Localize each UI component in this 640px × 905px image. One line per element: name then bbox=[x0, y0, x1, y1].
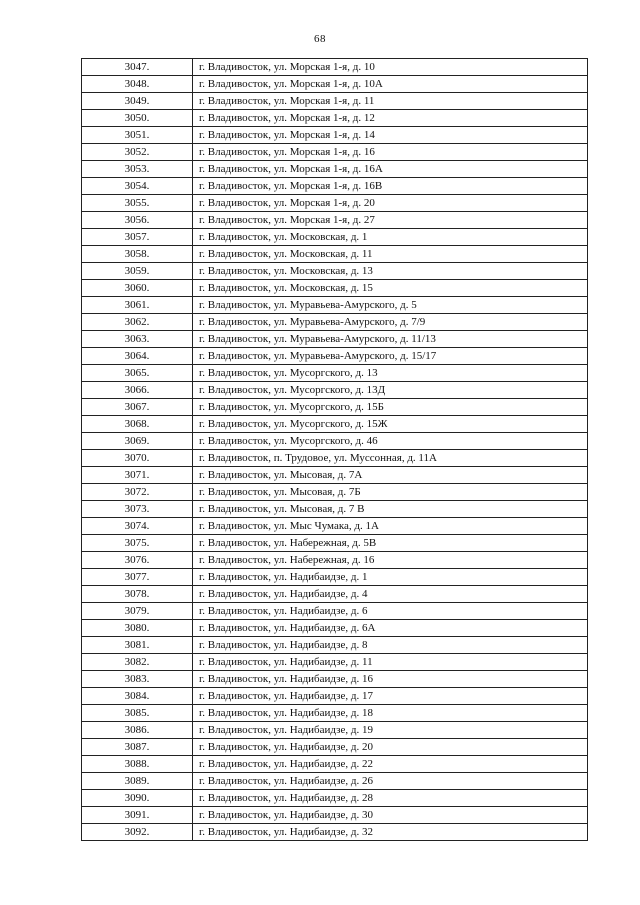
row-number: 3086. bbox=[82, 722, 193, 739]
table-row bbox=[82, 399, 588, 416]
row-address: г. Владивосток, ул. Мусоргского, д. 13Д bbox=[193, 382, 588, 399]
table-row bbox=[82, 637, 588, 654]
row-number: 3058. bbox=[82, 246, 193, 263]
row-number: 3061. bbox=[82, 297, 193, 314]
table-row bbox=[82, 59, 588, 76]
row-address: г. Владивосток, ул. Надибаидзе, д. 1 bbox=[193, 569, 588, 586]
row-number: 3063. bbox=[82, 331, 193, 348]
row-address: г. Владивосток, ул. Надибаидзе, д. 16 bbox=[193, 671, 588, 688]
row-number: 3065. bbox=[82, 365, 193, 382]
row-address: г. Владивосток, ул. Морская 1-я, д. 16 bbox=[193, 144, 588, 161]
row-address: г. Владивосток, ул. Надибаидзе, д. 28 bbox=[193, 790, 588, 807]
row-number: 3073. bbox=[82, 501, 193, 518]
row-address: г. Владивосток, ул. Морская 1-я, д. 14 bbox=[193, 127, 588, 144]
table-row bbox=[82, 195, 588, 212]
row-number: 3060. bbox=[82, 280, 193, 297]
row-number: 3092. bbox=[82, 824, 193, 841]
table-row bbox=[82, 705, 588, 722]
row-address: г. Владивосток, ул. Надибаидзе, д. 6 bbox=[193, 603, 588, 620]
row-number: 3049. bbox=[82, 93, 193, 110]
row-number: 3087. bbox=[82, 739, 193, 756]
row-address: г. Владивосток, ул. Мусоргского, д. 15Б bbox=[193, 399, 588, 416]
row-address: г. Владивосток, ул. Муравьева-Амурского, д. 11/13 bbox=[193, 331, 588, 348]
row-address: г. Владивосток, ул. Морская 1-я, д. 12 bbox=[193, 110, 588, 127]
row-address: г. Владивосток, ул. Мыс Чумака, д. 1А bbox=[193, 518, 588, 535]
row-number: 3090. bbox=[82, 790, 193, 807]
row-number: 3076. bbox=[82, 552, 193, 569]
table-row bbox=[82, 535, 588, 552]
row-number: 3083. bbox=[82, 671, 193, 688]
table-row bbox=[82, 178, 588, 195]
page-number: 68 bbox=[314, 33, 326, 45]
table-row bbox=[82, 314, 588, 331]
row-address: г. Владивосток, ул. Московская, д. 1 bbox=[193, 229, 588, 246]
table-row bbox=[82, 161, 588, 178]
row-address: г. Владивосток, ул. Муравьева-Амурского, д. 5 bbox=[193, 297, 588, 314]
table-row bbox=[82, 297, 588, 314]
table-row bbox=[82, 824, 588, 841]
row-address: г. Владивосток, ул. Мусоргского, д. 46 bbox=[193, 433, 588, 450]
row-address: г. Владивосток, п. Трудовое, ул. Муссонная, д. 11А bbox=[193, 450, 588, 467]
table-row bbox=[82, 348, 588, 365]
row-address: г. Владивосток, ул. Муравьева-Амурского, д. 7/9 bbox=[193, 314, 588, 331]
table-row bbox=[82, 365, 588, 382]
table-row bbox=[82, 450, 588, 467]
row-address: г. Владивосток, ул. Морская 1-я, д. 11 bbox=[193, 93, 588, 110]
row-number: 3067. bbox=[82, 399, 193, 416]
table-row bbox=[82, 484, 588, 501]
row-number: 3056. bbox=[82, 212, 193, 229]
table-row bbox=[82, 280, 588, 297]
table-row bbox=[82, 586, 588, 603]
row-address: г. Владивосток, ул. Надибаидзе, д. 19 bbox=[193, 722, 588, 739]
row-address: г. Владивосток, ул. Надибаидзе, д. 32 bbox=[193, 824, 588, 841]
table-row bbox=[82, 212, 588, 229]
row-number: 3084. bbox=[82, 688, 193, 705]
row-number: 3077. bbox=[82, 569, 193, 586]
row-address: г. Владивосток, ул. Надибаидзе, д. 6А bbox=[193, 620, 588, 637]
row-address: г. Владивосток, ул. Мысовая, д. 7А bbox=[193, 467, 588, 484]
row-address: г. Владивосток, ул. Надибаидзе, д. 20 bbox=[193, 739, 588, 756]
table-row bbox=[82, 110, 588, 127]
table-row bbox=[82, 807, 588, 824]
address-table bbox=[81, 58, 588, 841]
row-address: г. Владивосток, ул. Мусоргского, д. 13 bbox=[193, 365, 588, 382]
table-row bbox=[82, 382, 588, 399]
row-address: г. Владивосток, ул. Мусоргского, д. 15Ж bbox=[193, 416, 588, 433]
table-row bbox=[82, 722, 588, 739]
row-number: 3089. bbox=[82, 773, 193, 790]
table-row bbox=[82, 246, 588, 263]
row-address: г. Владивосток, ул. Московская, д. 11 bbox=[193, 246, 588, 263]
row-number: 3079. bbox=[82, 603, 193, 620]
row-number: 3074. bbox=[82, 518, 193, 535]
row-address: г. Владивосток, ул. Надибаидзе, д. 17 bbox=[193, 688, 588, 705]
table-row bbox=[82, 620, 588, 637]
row-number: 3081. bbox=[82, 637, 193, 654]
row-number: 3088. bbox=[82, 756, 193, 773]
row-number: 3048. bbox=[82, 76, 193, 93]
row-address: г. Владивосток, ул. Мысовая, д. 7 В bbox=[193, 501, 588, 518]
table-row bbox=[82, 569, 588, 586]
row-number: 3075. bbox=[82, 535, 193, 552]
table-row bbox=[82, 467, 588, 484]
row-address: г. Владивосток, ул. Надибаидзе, д. 26 bbox=[193, 773, 588, 790]
row-number: 3080. bbox=[82, 620, 193, 637]
table-row bbox=[82, 518, 588, 535]
table-row bbox=[82, 773, 588, 790]
row-address: г. Владивосток, ул. Надибаидзе, д. 22 bbox=[193, 756, 588, 773]
table-row bbox=[82, 144, 588, 161]
row-number: 3047. bbox=[82, 59, 193, 76]
row-address: г. Владивосток, ул. Мысовая, д. 7Б bbox=[193, 484, 588, 501]
row-address: г. Владивосток, ул. Московская, д. 13 bbox=[193, 263, 588, 280]
row-number: 3091. bbox=[82, 807, 193, 824]
row-address: г. Владивосток, ул. Набережная, д. 5В bbox=[193, 535, 588, 552]
table-row bbox=[82, 93, 588, 110]
table-row bbox=[82, 501, 588, 518]
row-number: 3071. bbox=[82, 467, 193, 484]
row-number: 3072. bbox=[82, 484, 193, 501]
row-address: г. Владивосток, ул. Надибаидзе, д. 18 bbox=[193, 705, 588, 722]
row-address: г. Владивосток, ул. Надибаидзе, д. 8 bbox=[193, 637, 588, 654]
table-row bbox=[82, 416, 588, 433]
row-address: г. Владивосток, ул. Надибаидзе, д. 4 bbox=[193, 586, 588, 603]
row-number: 3078. bbox=[82, 586, 193, 603]
row-address: г. Владивосток, ул. Морская 1-я, д. 10 bbox=[193, 59, 588, 76]
table-row bbox=[82, 433, 588, 450]
table-row bbox=[82, 263, 588, 280]
row-number: 3057. bbox=[82, 229, 193, 246]
table-row bbox=[82, 654, 588, 671]
row-number: 3050. bbox=[82, 110, 193, 127]
table-row bbox=[82, 127, 588, 144]
row-address: г. Владивосток, ул. Надибаидзе, д. 30 bbox=[193, 807, 588, 824]
row-address: г. Владивосток, ул. Московская, д. 15 bbox=[193, 280, 588, 297]
row-number: 3054. bbox=[82, 178, 193, 195]
table-row bbox=[82, 671, 588, 688]
row-number: 3070. bbox=[82, 450, 193, 467]
table-row bbox=[82, 790, 588, 807]
row-number: 3051. bbox=[82, 127, 193, 144]
row-number: 3069. bbox=[82, 433, 193, 450]
row-address: г. Владивосток, ул. Надибаидзе, д. 11 bbox=[193, 654, 588, 671]
table-row bbox=[82, 739, 588, 756]
table-row bbox=[82, 756, 588, 773]
address-table-body bbox=[82, 59, 588, 841]
table-row bbox=[82, 603, 588, 620]
row-address: г. Владивосток, ул. Морская 1-я, д. 16В bbox=[193, 178, 588, 195]
row-number: 3085. bbox=[82, 705, 193, 722]
row-number: 3055. bbox=[82, 195, 193, 212]
row-number: 3064. bbox=[82, 348, 193, 365]
row-number: 3052. bbox=[82, 144, 193, 161]
row-number: 3082. bbox=[82, 654, 193, 671]
row-address: г. Владивосток, ул. Морская 1-я, д. 20 bbox=[193, 195, 588, 212]
row-address: г. Владивосток, ул. Муравьева-Амурского, д. 15/17 bbox=[193, 348, 588, 365]
row-address: г. Владивосток, ул. Набережная, д. 16 bbox=[193, 552, 588, 569]
table-row bbox=[82, 331, 588, 348]
row-number: 3066. bbox=[82, 382, 193, 399]
row-address: г. Владивосток, ул. Морская 1-я, д. 16А bbox=[193, 161, 588, 178]
table-row bbox=[82, 76, 588, 93]
row-address: г. Владивосток, ул. Морская 1-я, д. 27 bbox=[193, 212, 588, 229]
row-address: г. Владивосток, ул. Морская 1-я, д. 10А bbox=[193, 76, 588, 93]
table-row bbox=[82, 688, 588, 705]
row-number: 3062. bbox=[82, 314, 193, 331]
table-row bbox=[82, 552, 588, 569]
table-row bbox=[82, 229, 588, 246]
row-number: 3053. bbox=[82, 161, 193, 178]
row-number: 3068. bbox=[82, 416, 193, 433]
row-number: 3059. bbox=[82, 263, 193, 280]
